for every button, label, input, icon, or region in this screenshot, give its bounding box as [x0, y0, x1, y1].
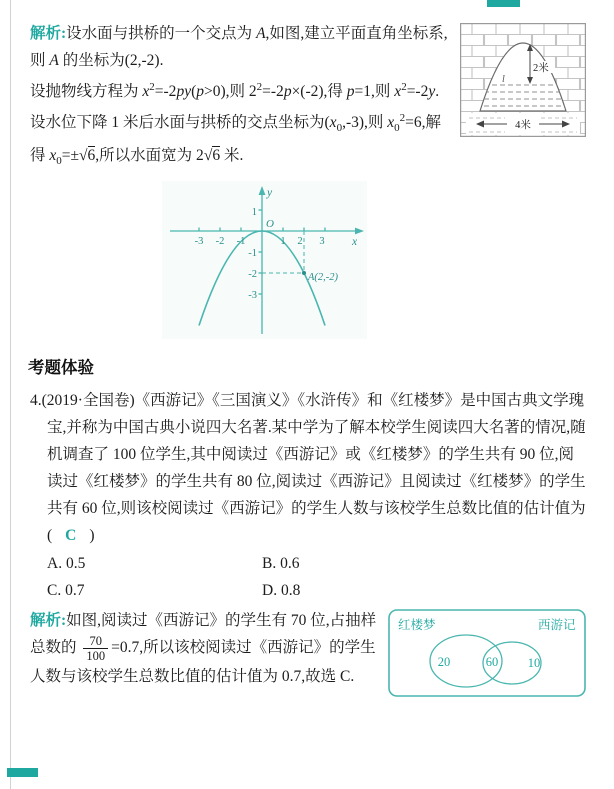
- svg-text:-3: -3: [194, 235, 204, 247]
- page-corner-marker-top: [487, 0, 520, 7]
- x-axis-label: x: [352, 235, 358, 248]
- analysis-label: 解析:: [30, 25, 67, 42]
- venn-diagram: [388, 609, 586, 706]
- arch-bridge-svg: [460, 23, 586, 137]
- arch-bridge-diagram: [460, 23, 586, 146]
- coordinate-graph-svg: [162, 181, 367, 339]
- venn-intersection-value: 60: [485, 654, 499, 669]
- analysis1-text-2: 设抛物线方程为 $x^2=-2py(p>0)$,则 $2^2=-2p\times(-2)$,得 p=1,则 $x^2=-2y$.设水位下降 1 米后水面与拱桥的交点坐标为$(x_0,-3)$,则 $x_0^2=6$,解得 $x_0=\pm√6$,所以水面宽为 2√6 米.: [30, 81, 442, 168]
- page-corner-marker-bottom: [7, 768, 38, 777]
- page-left-rule: [10, 0, 11, 789]
- width-dimension-label: 4米: [515, 120, 531, 131]
- svg-text:1: 1: [251, 206, 257, 218]
- question-4: [30, 387, 586, 604]
- graph-background: [162, 181, 367, 339]
- svg-text:3: 3: [319, 235, 325, 247]
- venn-svg: [388, 609, 586, 697]
- coordinate-graph: [162, 181, 367, 348]
- question-stem: [30, 387, 586, 549]
- option-a: A. 0.5: [47, 554, 86, 572]
- analysis1-text-1: 设水面与拱桥的一个交点为 A,如图,建立平面直角坐标系,则 A 的坐标为(2,-2).: [30, 25, 448, 69]
- svg-text:-2: -2: [215, 235, 225, 247]
- point-a-label: A(2,-2): [308, 271, 339, 283]
- page-content: [30, 20, 586, 710]
- venn-left-only-value: 20: [437, 654, 451, 669]
- answer-options: [47, 550, 586, 604]
- height-dimension-label: 2米: [533, 63, 549, 74]
- option-c: C. 0.7: [47, 581, 85, 599]
- analysis-label: 解析:: [30, 611, 67, 629]
- svg-text:1: 1: [280, 235, 286, 247]
- analysis-block-1: [30, 20, 586, 176]
- question-text: (2019·全国卷)《西游记》《三国演义》《水浒传》和《红楼梦》是中国古典文学瑰宝,并称为中国古典小说四大名著.某中学为了解本校学生阅读四大名著的情况,随机调查了 100 位学生,其中阅读过《西游记》或《红楼梦》的学生共有 90 位,阅读过《红楼梦》的学生共有 80 位,阅读过《西游记》且阅读过《红楼梦》的学生共有 60 位,则该校阅读过《西游记》的学生人数与该校学生总数比值的估计值为( C ): [41, 391, 586, 544]
- option-b: B. 0.6: [262, 554, 300, 572]
- analysis-block-2: [30, 607, 586, 710]
- question-number: 4.: [30, 391, 42, 409]
- y-axis-label: y: [267, 186, 273, 199]
- water-line-label: l: [502, 74, 505, 85]
- svg-text:-2: -2: [248, 268, 257, 280]
- venn-right-only-value: 10: [527, 655, 541, 670]
- svg-text:-1: -1: [248, 247, 257, 259]
- option-d: D. 0.8: [262, 581, 301, 599]
- point-a: [302, 271, 306, 275]
- svg-text:-1: -1: [236, 235, 246, 247]
- origin-label: O: [266, 217, 274, 230]
- analysis2-text: 如图,阅读过《西游记》的学生有 70 位,占抽样总数的 $\frac{70}{100}$ =0.7,所以该校阅读过《西游记》的学生人数与该校学生总数比值的估计值为 0.7,故选 C.: [30, 611, 377, 686]
- section-title: 考题体验: [28, 358, 94, 377]
- venn-right-set-label: 西游记: [538, 617, 576, 632]
- svg-text:-3: -3: [248, 289, 257, 301]
- venn-left-set-label: 红楼梦: [398, 617, 436, 632]
- svg-text:2: 2: [297, 235, 303, 247]
